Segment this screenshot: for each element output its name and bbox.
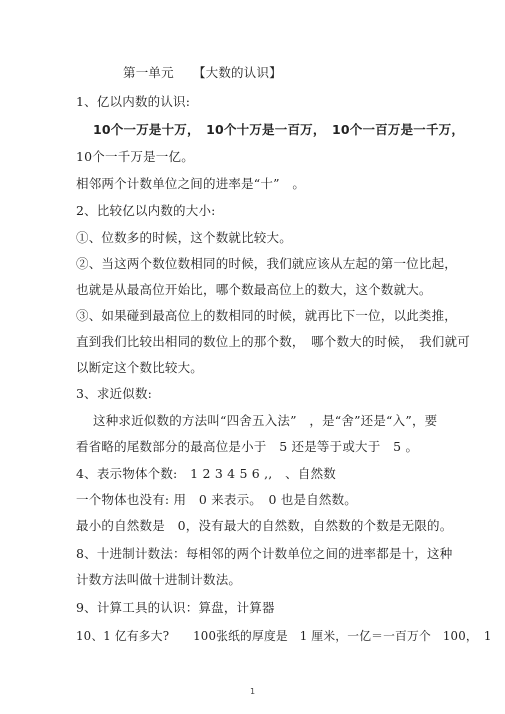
section-8-heading: 8、十进制计数法：每相邻的两个计数单位之间的进率都是十，这种 — [76, 546, 453, 561]
text-line: 最小的自然数是 0，没有最大的自然数，自然数的个数是无限的。 — [76, 518, 453, 533]
text-line: 直到我们比较出相同的数位上的那个数， 哪个数大的时候， 我们就可 — [76, 334, 470, 349]
section-10-line: 10、1 亿有多大? 100张纸的厚度是 1 厘米，一亿＝一百万个 100， 1 — [76, 629, 492, 643]
text-line: 10个一千万是一亿。 — [76, 149, 194, 164]
text-line: 相邻两个计数单位之间的进率是“十” 。 — [76, 176, 306, 191]
text-line: ②、当这两个数位数相同的时候，我们就应该从左起的第一位比起， — [76, 256, 458, 271]
text-line: 以断定这个数比较大。 — [76, 360, 204, 375]
unit-title: 第一单元 【大数的认识】 — [123, 65, 282, 80]
text-line: 10个一万是十万， 10个十万是一百万， 10个一百万是一千万， — [93, 122, 465, 137]
section-1-heading: 1、亿以内数的认识: — [76, 94, 191, 109]
page-number: 1 — [249, 687, 256, 696]
section-2-heading: 2、比较亿以内数的大小: — [76, 203, 216, 218]
text-line: 这种求近似数的方法叫“四舍五入法” ，是“舍”还是“入”，要 — [93, 413, 438, 428]
text-line: 计数方法叫做十进制计数法。 — [76, 572, 242, 587]
section-9-heading: 9、计算工具的认识：算盘，计算器 — [76, 600, 275, 615]
text-line: ③、如果碰到最高位上的数相同的时候，就再比下一位，以此类推， — [76, 308, 458, 323]
section-3-heading: 3、求近似数: — [76, 386, 153, 401]
text-line: ①、位数多的时候，这个数就比较大。 — [76, 230, 292, 245]
text-line: 一个物体也没有: 用 0 来表示。 0 也是自然数。 — [76, 492, 357, 507]
text-line: 看省略的尾数部分的最高位是小于 5 还是等于或大于 5 。 — [76, 439, 419, 454]
section-4-heading: 4、表示物体个数: 1 2 3 4 5 6 ,, 、自然数 — [76, 466, 336, 481]
text-line: 也就是从最高位开始比，哪个数最高位上的数大，这个数就大。 — [76, 282, 432, 297]
